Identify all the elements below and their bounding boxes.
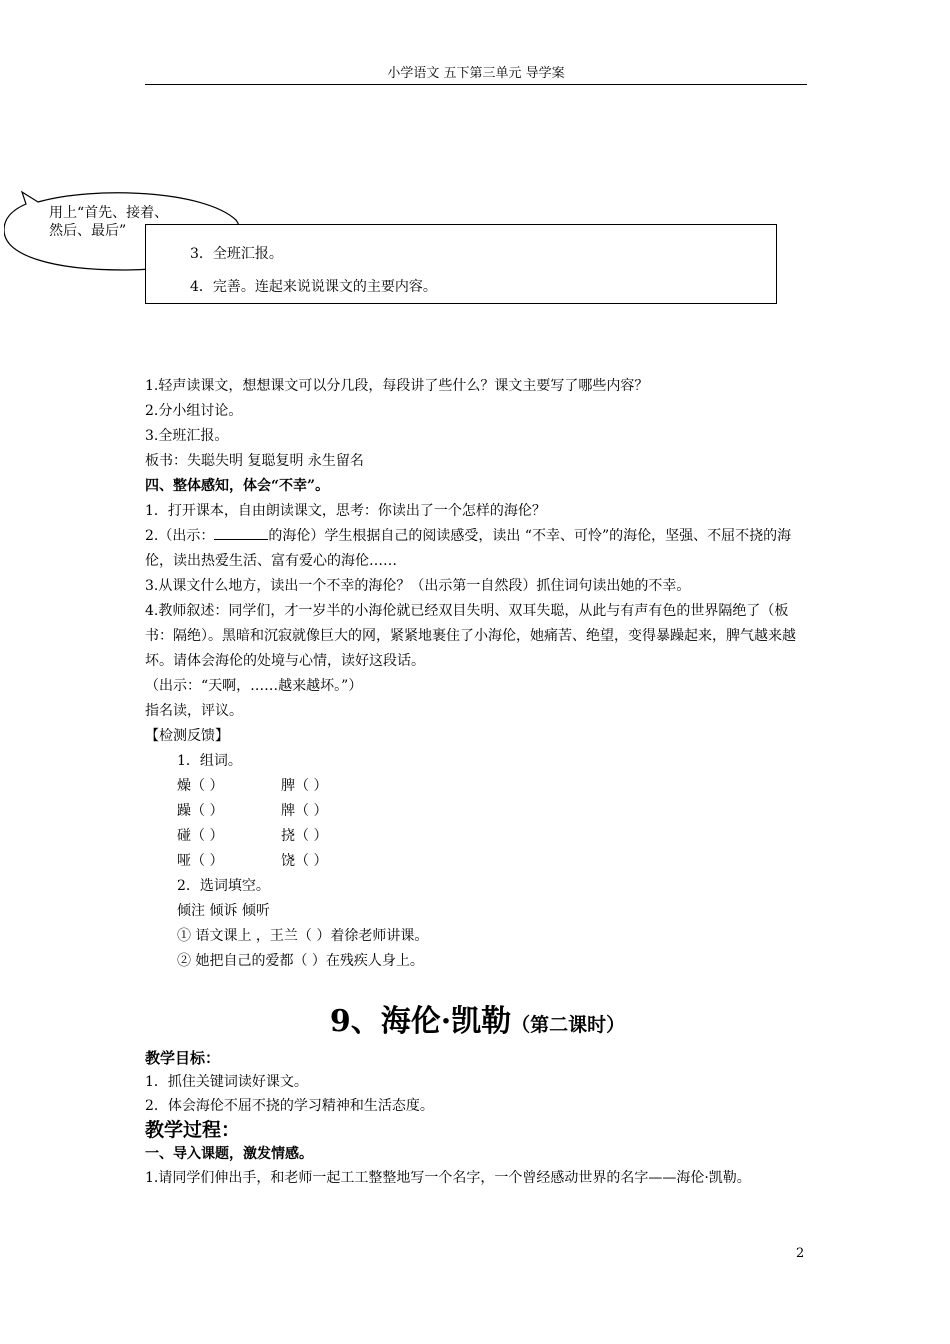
step-heading: 一、导入课题，激发情感。: [145, 1146, 313, 1162]
paragraph: 1.请同学们伸出手，和老师一起工工整整地写一个名字，一个曾经感动世界的名字——海伦·凯勒。: [145, 1170, 751, 1186]
section-heading: 四、整体感知，体会“不幸”。: [145, 478, 330, 494]
word-item: 饶（ ）: [281, 853, 328, 869]
box-line-1: 3．全班汇报。: [190, 246, 283, 262]
fill-sentence-1: ① 语文课上 ，王兰（ ）着徐老师讲课。: [177, 928, 429, 944]
word-item: 挠（ ）: [281, 828, 328, 844]
paragraph: 3.从课文什么地方，读出一个不幸的海伦？（出示第一自然段）抓住词句读出她的不幸。: [145, 578, 691, 594]
page-number: 2: [796, 1246, 805, 1261]
feedback-heading: 【检测反馈】: [145, 728, 229, 744]
paragraph: 1.轻声读课文，想想课文可以分几段，每段讲了些什么？课文主要写了哪些内容？: [145, 378, 649, 394]
word-item: 碰（ ）: [177, 828, 224, 844]
paragraph: 1．打开课本，自由朗读课文，思考：你读出了一个怎样的海伦？: [145, 503, 546, 519]
lesson-title-main: 9、海伦·凯勒: [329, 1004, 512, 1039]
exercise-1: 1．组词。: [177, 753, 242, 769]
box-line-2: 4．完善。连起来说说课文的主要内容。: [190, 279, 437, 295]
paragraph: 4.教师叙述：同学们，才一岁半的小海伦就已经双目失明、双耳失聪，从此与有声有色的世界隔绝了（板书：隔绝）。黑暗和沉寂就像巨大的网，紧紧地裹住了小海伦，她痛苦、绝望，变得暴躁起来，脾气越来越坏。请体会海伦的处境与心情，读好这段话。: [145, 603, 796, 669]
goals-heading: 教学目标：: [145, 1049, 221, 1067]
fill-sentence-2: ② 她把自己的爱都（ ）在残疾人身上。: [177, 953, 424, 969]
word-item: 脾（ ）: [281, 778, 328, 794]
word-item: 牌（ ）: [281, 803, 328, 819]
word-item: 燥（ ）: [177, 778, 224, 794]
paragraph: （出示：“天啊，……越来越坏。”）: [145, 678, 363, 694]
word-item: 躁（ ）: [177, 803, 224, 819]
lesson-section-2: [145, 1046, 810, 1190]
word-row: [145, 774, 810, 799]
fill-blank: [214, 525, 268, 540]
process-heading: 教学过程：: [145, 1119, 241, 1141]
bubble-line-1: 用上“首先、接着、: [49, 205, 169, 221]
lesson-title-sub: （第二课时）: [511, 1014, 626, 1036]
word-choices: 倾注 倾诉 倾听: [177, 903, 270, 919]
text-fragment: 的海伦）学生根据自己的阅读感受，读出 “不幸、可怜”的海伦，坚强、不屈不挠的海伦，读出热爱生活、富有爱心的海伦……: [145, 528, 792, 569]
bubble-line-2: 然后、最后”: [49, 223, 127, 239]
word-item: 哑（ ）: [177, 853, 224, 869]
paragraph: 2.分小组讨论。: [145, 403, 243, 419]
lesson-title: [145, 1000, 810, 1048]
board-notes: 板书：失聪失明 复聪复明 永生留名: [145, 453, 364, 469]
paragraph: [145, 524, 810, 574]
goal-item: 2．体会海伦不屈不挠的学习精神和生活态度。: [145, 1098, 434, 1114]
word-row: [145, 799, 810, 824]
lesson-section-1: [145, 374, 810, 974]
goal-item: 1．抓住关键词读好课文。: [145, 1074, 308, 1090]
paragraph: 3.全班汇报。: [145, 428, 229, 444]
summary-box: [145, 224, 777, 304]
page-header: 小学语文 五下第三单元 导学案: [145, 64, 807, 85]
word-row: [145, 824, 810, 849]
text-fragment: 2.（出示：: [145, 528, 215, 544]
paragraph: 指名读，评议。: [145, 703, 243, 719]
exercise-2: 2．选词填空。: [177, 878, 270, 894]
word-row: [145, 849, 810, 874]
